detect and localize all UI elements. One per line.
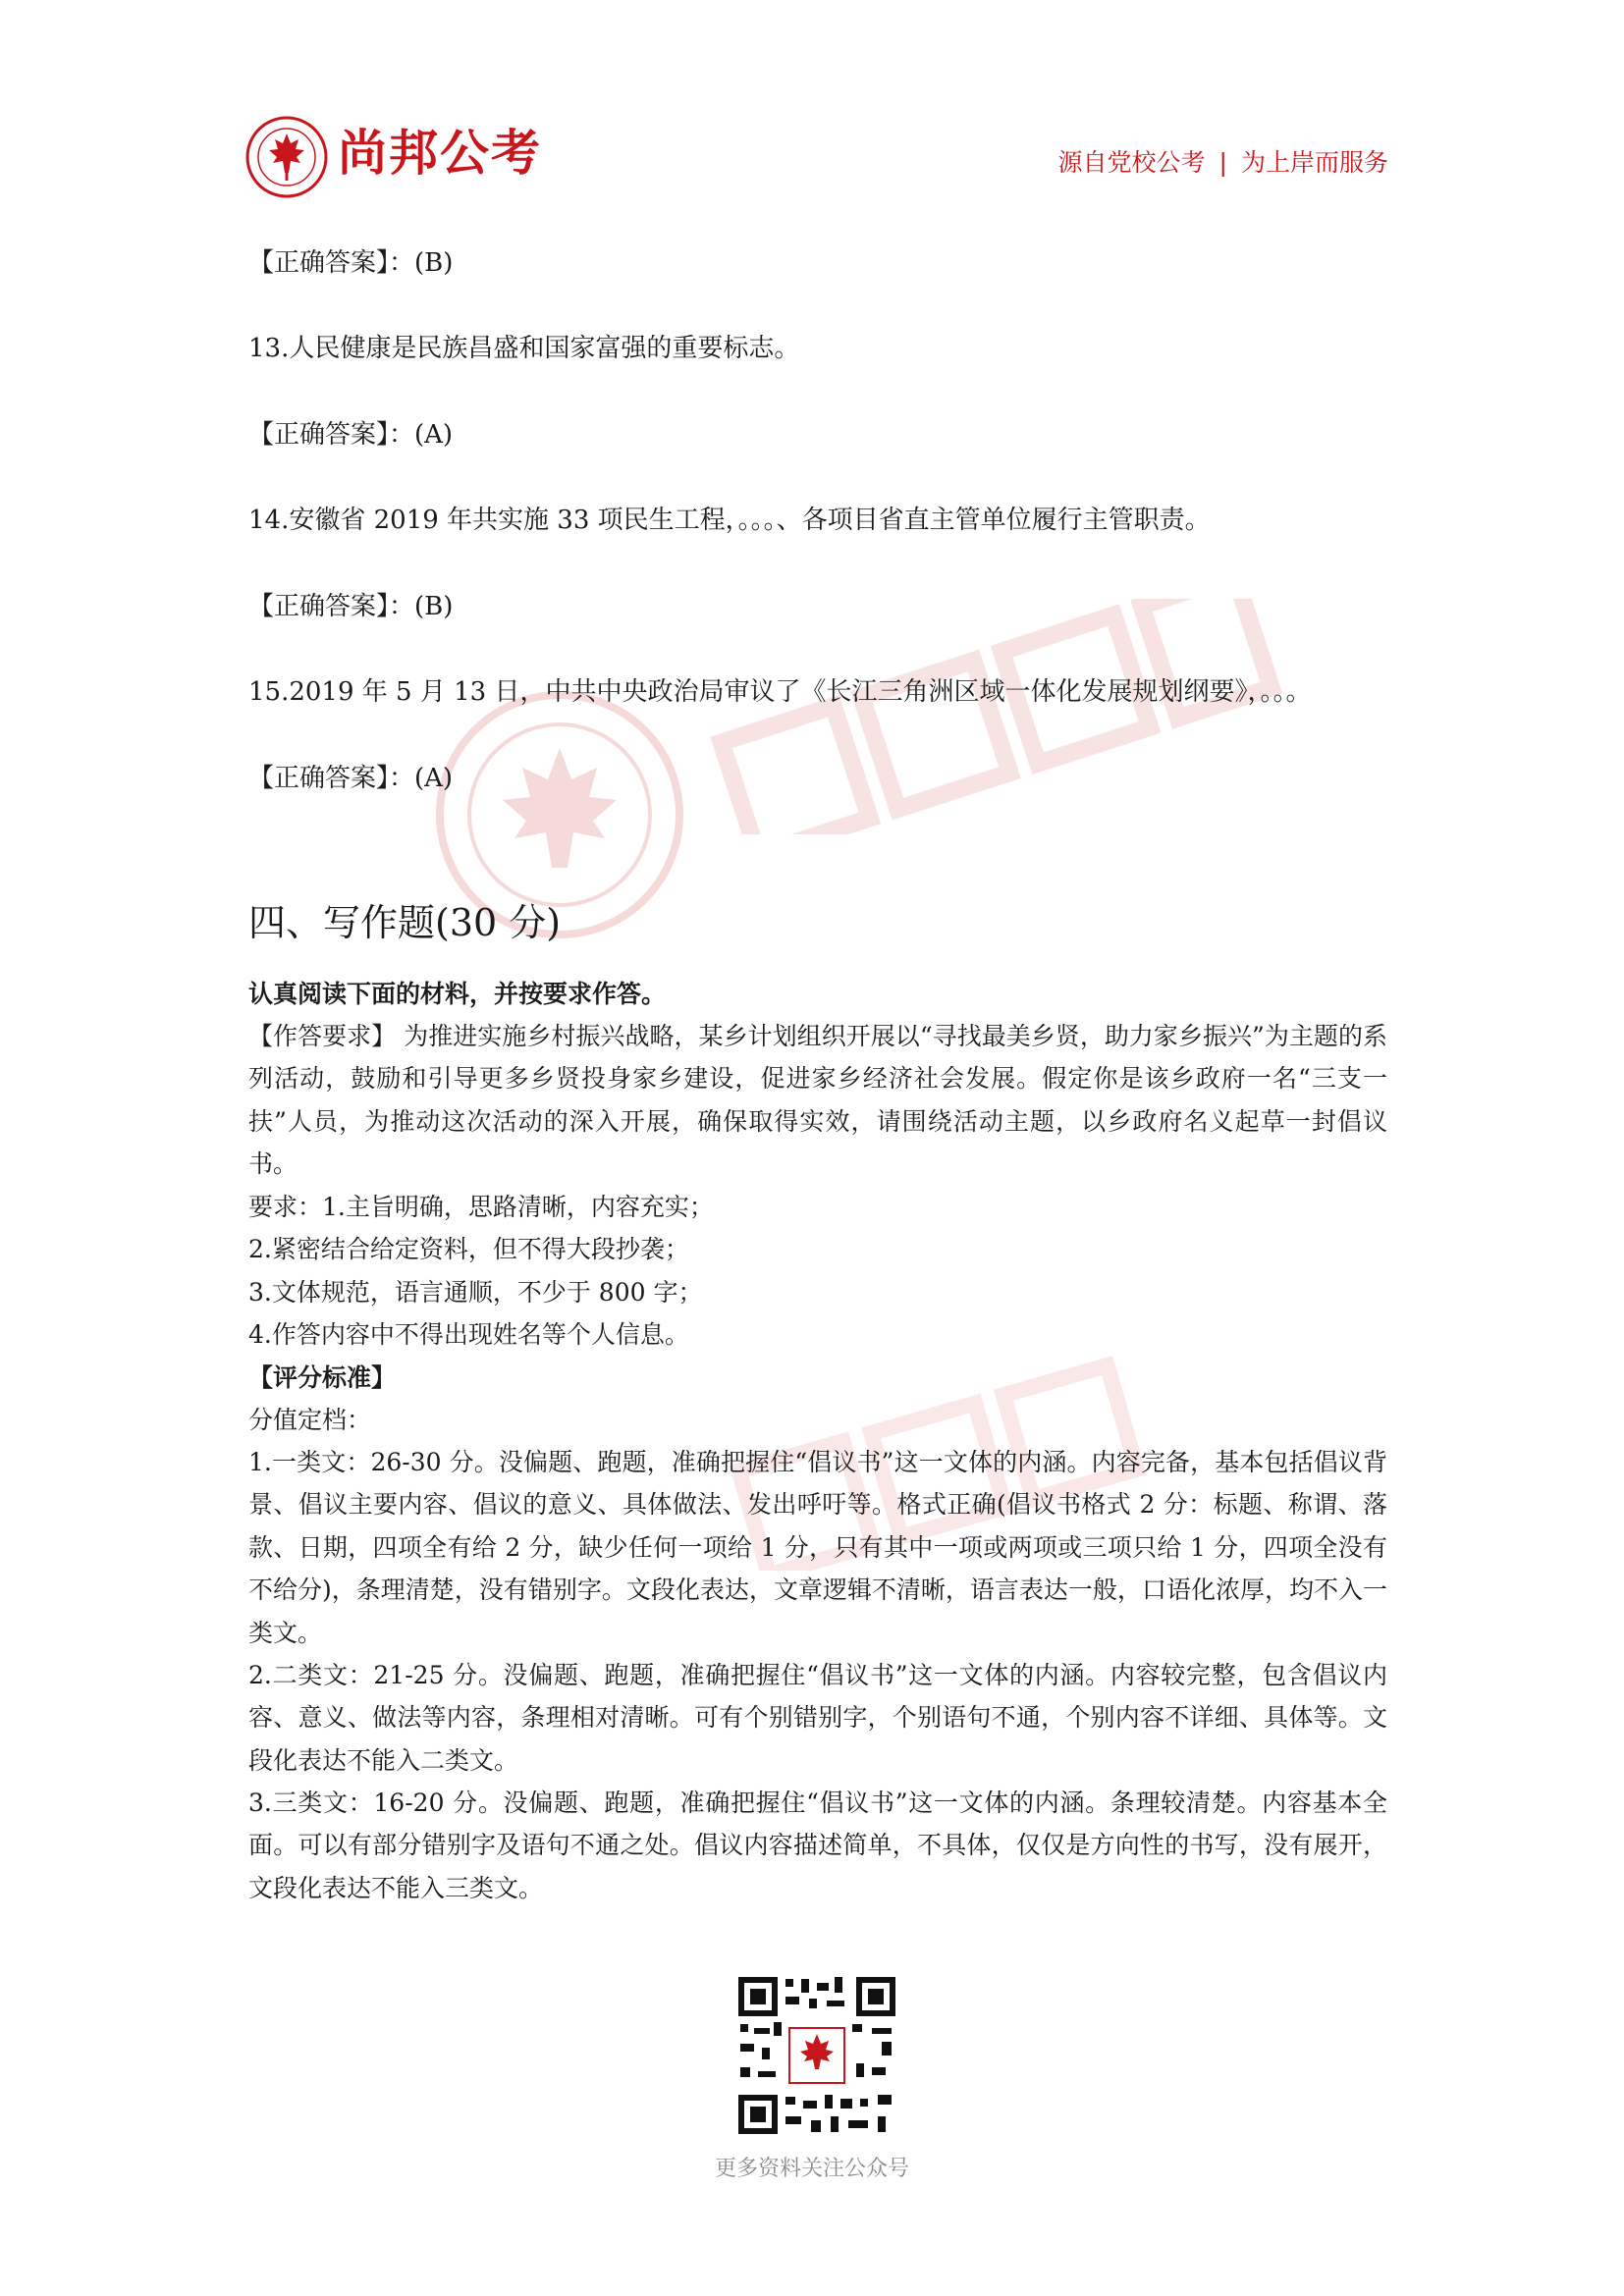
- requirement-4: 4.作答内容中不得出现姓名等个人信息。: [248, 1320, 689, 1349]
- instruction: 认真阅读下面的材料，并按要求作答。: [248, 980, 667, 1008]
- grade-3: 3.三类文：16-20 分。没偏题、跑题，准确把握住“倡议书”这一文体的内涵。条理较清楚。内容基本全面。可以有部分错别字及语句不通之处。倡议内容描述简单，不具体，仅仅是方向性的书写，没有展开，文段化表达不能入三类文。: [248, 1789, 1387, 1902]
- answer-line: 【正确答案】：(A): [248, 764, 454, 793]
- slogan-left: 源自党校公考: [1057, 148, 1206, 177]
- footer-caption: 更多资料关注公众号: [714, 2157, 909, 2181]
- maple-seal-icon: [245, 116, 328, 198]
- question-15: 15.2019 年 5 月 13 日，中共中央政治局审议了《长江三角洲区域一体化发展规划纲要》，。。。: [248, 677, 1312, 707]
- task-text: 为推进实施乡村振兴战略，某乡计划组织开展以“寻找最美乡贤，助力家乡振兴”为主题的系列活动，鼓励和引导更多乡贤投身家乡建设，促进家乡经济社会发展。假定你是该乡政府一名“三支一扶”人员，为推动这次活动的深入开展，确保取得实效，请围绕活动主题，以乡政府名义起草一封倡议书。: [248, 1022, 1387, 1179]
- answer-line: 【正确答案】：(B): [248, 248, 454, 278]
- scoring-subtitle: 分值定档：: [248, 1406, 372, 1434]
- scoring-title: 【评分标准】: [248, 1363, 397, 1392]
- grade-2: 2.二类文：21-25 分。没偏题、跑题，准确把握住“倡议书”这一文体的内涵。内容较完整，包含倡议内容、意义、做法等内容，条理相对清晰。可有个别错别字，个别语句不通，个别内容不详细、具体等。文段化表达不能入二类文。: [248, 1661, 1387, 1775]
- slogan-separator: |: [1218, 148, 1227, 177]
- slogan-right: 为上岸而服务: [1240, 148, 1388, 177]
- section-title: 四、写作题(30 分): [248, 901, 562, 944]
- header-slogan: [1058, 145, 1388, 181]
- answer-line: 【正确答案】：(A): [248, 420, 454, 450]
- question-14: 14.安徽省 2019 年共实施 33 项民生工程，。。。、各项目省直主管单位履行主管职责。: [248, 506, 1211, 535]
- requirement-2: 2.紧密结合给定资料，但不得大段抄袭；: [248, 1235, 689, 1263]
- watermark-text: [687, 599, 1296, 834]
- answer-line: 【正确答案】：(B): [248, 592, 454, 621]
- brand-name: 尚邦公考: [338, 125, 542, 182]
- requirement-1: 要求：1.主旨明确，思路清晰，内容充实；: [248, 1193, 714, 1221]
- requirement-3: 3.文体规范，语言通顺，不少于 800 字；: [248, 1278, 703, 1307]
- qr-code-icon: [734, 1973, 899, 2138]
- task-label: 【作答要求】: [248, 1022, 397, 1050]
- task-requirement: [248, 1015, 1387, 1186]
- page-header: [0, 0, 1624, 236]
- grade-1: 1.一类文：26-30 分。没偏题、跑题，准确把握住“倡议书”这一文体的内涵。内容完备，基本包括倡议背景、倡议主要内容、倡议的意义、具体做法、发出呼吁等。格式正确(倡议书格式 2 分：标题、称谓、落款、日期，四项全有给 2 分，缺少任何一项给 1 分，只有其中一项或两项或三项只给 1 分，四项全没有不给分)，条理清楚，没有错别字。文段化表达，文章逻辑不清晰，语言表达一般，口语化浓厚，均不入一类文。: [248, 1448, 1387, 1647]
- question-13: 13.人民健康是民族昌盛和国家富强的重要标志。: [248, 334, 800, 363]
